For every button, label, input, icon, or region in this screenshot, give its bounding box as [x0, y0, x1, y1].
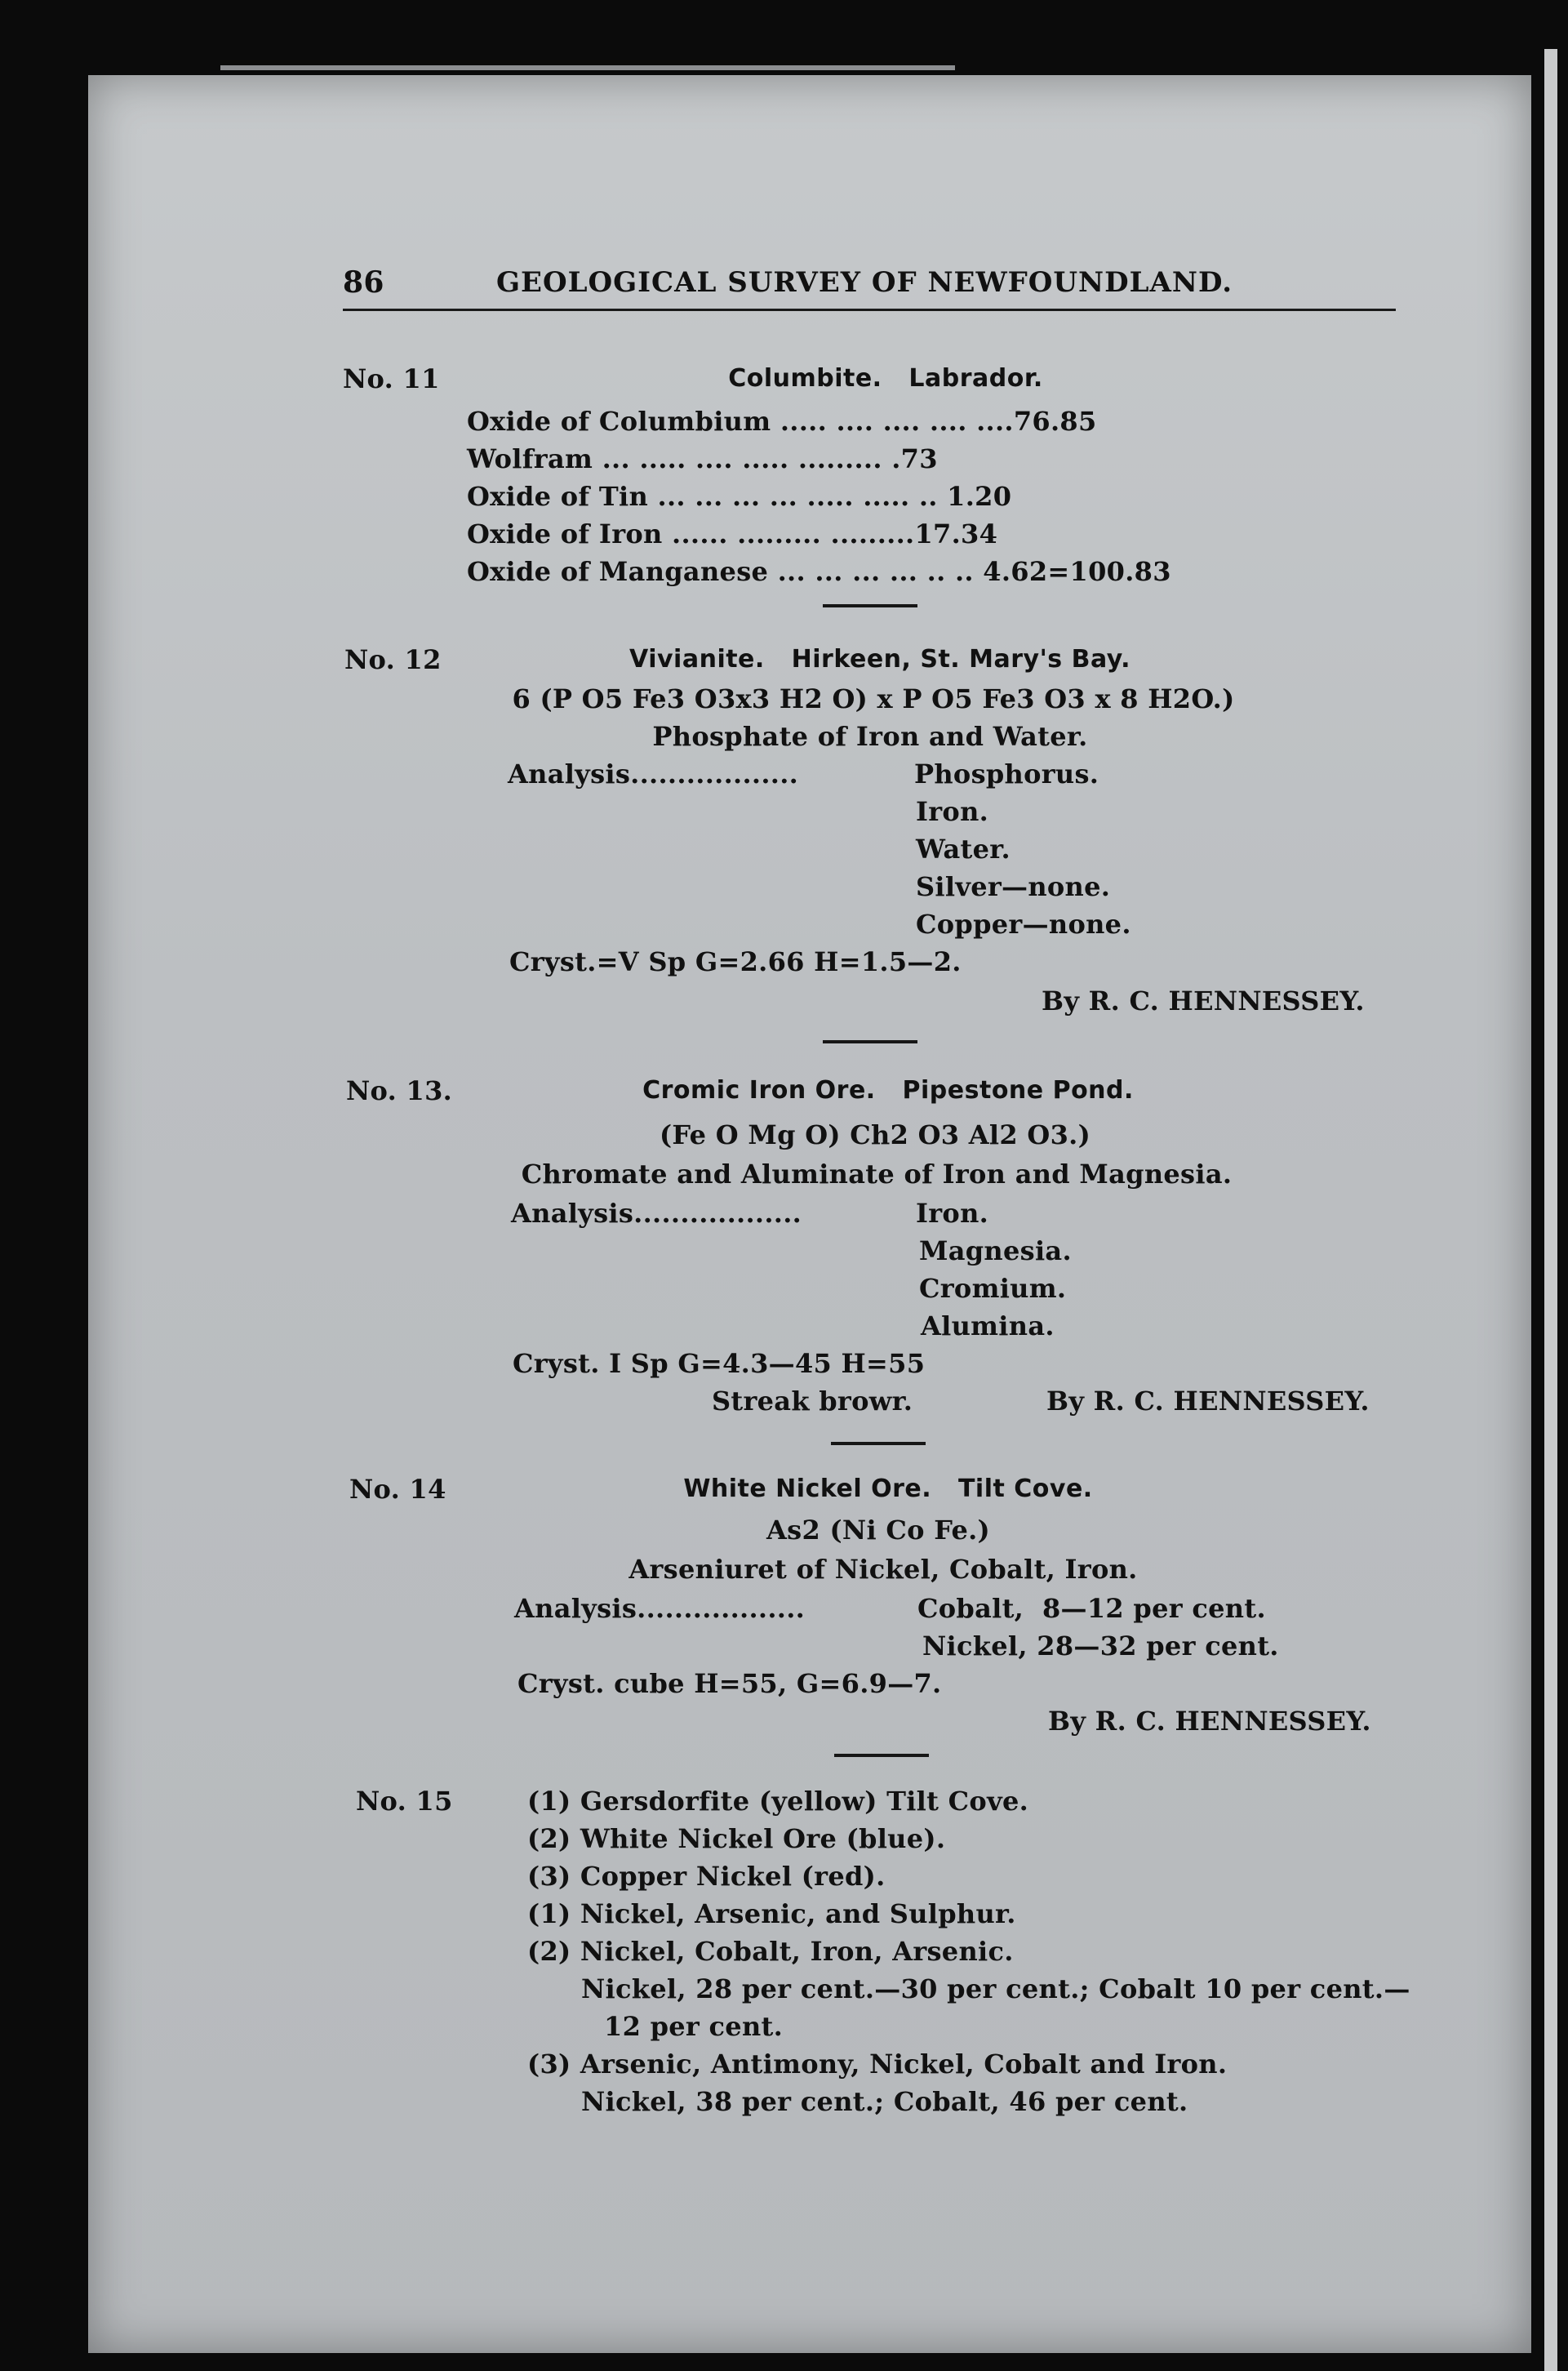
analysis-label: Analysis..................	[511, 1198, 802, 1229]
analysis-item: Nickel, 28—32 per cent.	[922, 1630, 1279, 1661]
cryst-line: Cryst. cube H=55, G=6.9—7.	[517, 1668, 942, 1699]
entry-line: (3) Copper Nickel (red).	[527, 1861, 886, 1892]
entry-line: (2) White Nickel Ore (blue).	[527, 1823, 946, 1854]
entry-formula: (Fe O Mg O) Ch2 O3 Al2 O3.)	[659, 1119, 1091, 1150]
analysis-item: Copper—none.	[916, 909, 1131, 940]
entry-line: Nickel, 38 per cent.; Cobalt, 46 per cent.	[581, 2086, 1188, 2117]
entry-line: (1) Gersdorfite (yellow) Tilt Cove.	[527, 1786, 1029, 1817]
entry-line: Oxide of Columbium ..... .... .... .... ....76.85	[467, 406, 1097, 437]
section-divider	[831, 1442, 926, 1445]
analysis-item: Iron.	[916, 1198, 989, 1229]
entry-line: (3) Arsenic, Antimony, Nickel, Cobalt and Iron.	[527, 2048, 1228, 2080]
entry-title: Columbite. Labrador.	[728, 364, 1043, 393]
entry-subtitle: Arseniuret of Nickel, Cobalt, Iron.	[629, 1554, 1138, 1585]
analysis-item: Phosphorus.	[914, 758, 1099, 790]
entry-subtitle: Phosphate of Iron and Water.	[652, 721, 1088, 752]
section-divider	[834, 1754, 929, 1757]
entry-title: Vivianite. Hirkeen, St. Mary's Bay.	[629, 645, 1130, 674]
section-divider	[823, 1040, 917, 1043]
byline: By R. C. HENNESSEY.	[1042, 985, 1365, 1016]
running-title: GEOLOGICAL SURVEY OF NEWFOUNDLAND.	[496, 266, 1233, 299]
header-rule	[343, 309, 1396, 311]
analysis-item: Cobalt, 8—12 per cent.	[917, 1593, 1266, 1624]
entry-number: No. 12	[344, 644, 442, 675]
analysis-item: Magnesia.	[919, 1235, 1072, 1266]
entry-line: Oxide of Tin ... ... ... ... ..... ..... .. 1.20	[467, 481, 1012, 512]
entry-title: White Nickel Ore. Tilt Cove.	[683, 1475, 1093, 1503]
analysis-label: Analysis..................	[514, 1593, 806, 1624]
analysis-item: Iron.	[916, 796, 989, 827]
analysis-item: Silver—none.	[916, 871, 1111, 902]
entry-line: Wolfram ... ..... .... ..... ......... .73	[467, 443, 938, 474]
entry-line: (2) Nickel, Cobalt, Iron, Arsenic.	[527, 1936, 1014, 1967]
entry-formula: As2 (Ni Co Fe.)	[766, 1515, 990, 1546]
entry-line: Oxide of Manganese ... ... ... ... .. .. 4.62=100.83	[467, 556, 1171, 587]
analysis-label: Analysis..................	[508, 758, 799, 790]
entry-number: No. 11	[343, 363, 440, 394]
entry-line: (1) Nickel, Arsenic, and Sulphur.	[527, 1898, 1016, 1929]
entry-line: Nickel, 28 per cent.—30 per cent.; Cobalt 10 per cent.—	[581, 1973, 1410, 2004]
section-divider	[823, 604, 917, 607]
analysis-item: Cromium.	[919, 1273, 1067, 1304]
entry-title: Cromic Iron Ore. Pipestone Pond.	[642, 1076, 1134, 1105]
entry-formula: 6 (P O5 Fe3 O3x3 H2 O) x P O5 Fe3 O3 x 8 H2O.)	[512, 683, 1235, 714]
entry-line: Oxide of Iron ...... ......... .........17.34	[467, 518, 998, 549]
analysis-item: Alumina.	[921, 1310, 1055, 1341]
page-number: 86	[343, 265, 384, 300]
cryst-line: Cryst. I Sp G=4.3—45 H=55	[513, 1348, 926, 1379]
streak-line: Streak browr.	[712, 1386, 913, 1417]
analysis-item: Water.	[916, 834, 1011, 865]
entry-subtitle: Chromate and Aluminate of Iron and Magnesia.	[521, 1159, 1233, 1190]
byline: By R. C. HENNESSEY.	[1048, 1706, 1371, 1737]
cryst-line: Cryst.=V Sp G=2.66 H=1.5—2.	[509, 946, 962, 977]
byline: By R. C. HENNESSEY.	[1046, 1386, 1370, 1417]
entry-number: No. 14	[349, 1474, 446, 1505]
entry-number: No. 13.	[346, 1075, 453, 1106]
entry-number: No. 15	[356, 1786, 453, 1817]
entry-line: 12 per cent.	[604, 2011, 784, 2042]
